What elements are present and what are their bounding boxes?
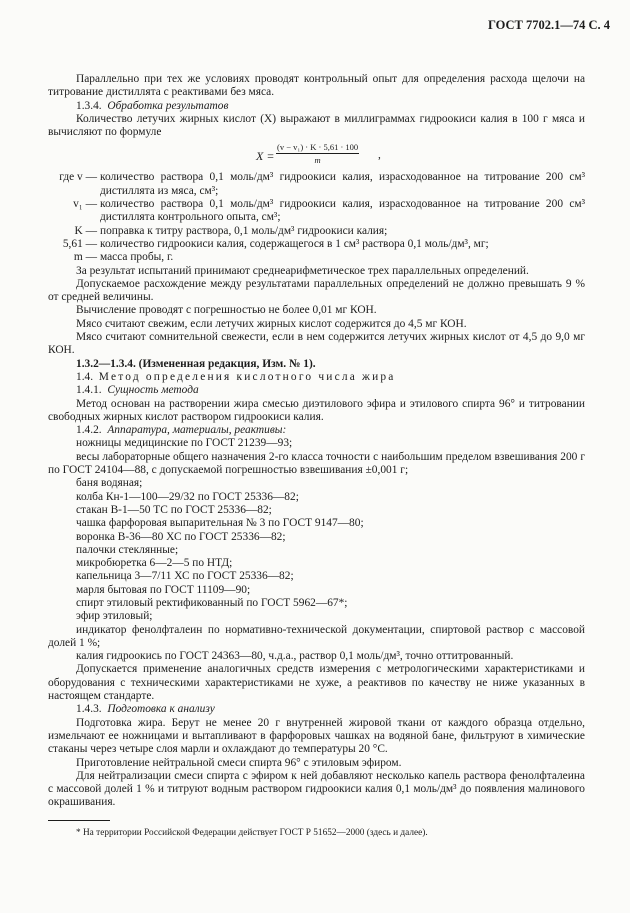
section-title: Метод определения кислотного числа жира bbox=[98, 370, 396, 383]
footnote-divider bbox=[48, 820, 110, 821]
equipment-list bbox=[48, 437, 585, 663]
definition-text: количество гидроокиси калия, содержащегося в 1 см³ раствора 0,1 моль/дм³, мг; bbox=[100, 237, 489, 250]
equipment-item: колба Кн-1—100—29/32 по ГОСТ 25336—82; bbox=[76, 490, 299, 503]
paragraph: Приготовление нейтральной смеси спирта 96° с этиловым эфиром. bbox=[76, 756, 402, 769]
document-body bbox=[48, 73, 585, 840]
section-title: Сущность метода bbox=[107, 384, 199, 397]
definition-text: количество раствора 0,1 моль/дм³ гидроокиси калия, израсходованное на титрование 200 см³ дистиллята контрольного опыта, см³; bbox=[100, 198, 585, 224]
equipment-item: баня водяная; bbox=[76, 477, 143, 490]
definition-item bbox=[48, 238, 585, 251]
formula-numerator: (v − v₁) · K · 5,61 · 100 bbox=[277, 142, 359, 153]
formula bbox=[48, 142, 585, 168]
section-number: 1.4.2. bbox=[76, 424, 102, 437]
equipment-item: стакан В-1—50 ТС по ГОСТ 25336—82; bbox=[76, 503, 272, 516]
definition-label: v₁ — bbox=[73, 198, 97, 211]
formula-fraction bbox=[276, 142, 359, 165]
equipment-item: марля бытовая по ГОСТ 11109—90; bbox=[76, 583, 251, 596]
section-number: 1.4. bbox=[76, 370, 94, 383]
section-heading-1-3-4 bbox=[48, 100, 585, 113]
definition-item bbox=[48, 198, 585, 225]
paragraph: Допускаемое расхождение между результатами параллельных определений не должно превышать 9 % от средней величины. bbox=[48, 277, 585, 304]
equipment-item: индикатор фенолфталеин по нормативно-технической документации, спиртовой раствор с массовой долей 1 %; bbox=[48, 623, 585, 649]
amendment-note: 1.3.2—1.3.4. (Измененная редакция, Изм. № 1). bbox=[76, 357, 316, 370]
footnote: * На территории Российской Федерации действует ГОСТ Р 51652—2000 (здесь и далее). bbox=[76, 827, 428, 838]
definition-item bbox=[48, 251, 585, 264]
equipment-item: микробюретка 6—2—5 по НТД; bbox=[76, 557, 233, 570]
equipment-item: спирт этиловый ректификованный по ГОСТ 5962—67*; bbox=[76, 596, 348, 609]
definitions-list bbox=[48, 171, 585, 264]
formula-denominator: m bbox=[314, 155, 321, 166]
formula-lhs: X = bbox=[256, 149, 275, 164]
definition-label: 5,61 — bbox=[62, 237, 97, 250]
paragraph: Количество летучих жирных кислот (X) выражают в миллиграммах гидроокиси калия в 100 г мяса и вычисляют по формуле bbox=[48, 112, 585, 139]
paragraph: За результат испытаний принимают среднеарифметическое трех параллельных определений. bbox=[76, 264, 529, 277]
section-heading-1-4-2 bbox=[48, 424, 585, 437]
section-heading-1-4-1 bbox=[48, 384, 585, 397]
section-title: Подготовка к анализу bbox=[107, 703, 215, 716]
equipment-item: капельница 3—7/11 ХС по ГОСТ 25336—82; bbox=[76, 570, 294, 583]
definition-label: K — bbox=[74, 224, 97, 237]
paragraph: Мясо считают свежим, если летучих жирных кислот содержится до 4,5 мг КОН. bbox=[76, 317, 467, 330]
section-heading-1-4 bbox=[48, 371, 585, 384]
paragraph: Подготовка жира. Берут не менее 20 г внутренней жировой ткани от каждого образца отдельно, измельчают ее ножницами и вытапливают в фарфоровых чашках на водяной бане, фильтруют в химические стаканы через четыре слоя марли и охлаждают до температуры 20 °С. bbox=[48, 716, 585, 756]
definition-text: количество раствора 0,1 моль/дм³ гидроокиси калия, израсходованное на титрование 200 см³ дистиллята из мяса, см³; bbox=[100, 171, 585, 197]
paragraph: Допускается применение аналогичных средств измерения с метрологическими характеристиками и оборудования с техническими характеристиками не хуже, а реактивов по качеству не ниже указанных в настоящем стандарте. bbox=[48, 663, 585, 703]
paragraph: Мясо считают сомнительной свежести, если в нем содержится летучих жирных кислот от 4,5 до 9,0 мг КОН. bbox=[48, 331, 585, 357]
definition-item bbox=[48, 225, 585, 238]
paragraph: Метод основан на растворении жира смесью диэтилового эфира и этилового спирта 96° и титровании свободных жирных кислот раствором гидроокиси калия. bbox=[48, 397, 585, 423]
section-heading-1-4-3 bbox=[48, 703, 585, 716]
section-title: Обработка результатов bbox=[107, 99, 229, 112]
section-number: 1.4.1. bbox=[76, 384, 102, 397]
equipment-item: палочки стеклянные; bbox=[76, 543, 179, 556]
section-number: 1.3.4. bbox=[76, 99, 102, 112]
definition-text: поправка к титру раствора, 0,1 моль/дм³ гидроокиси калия; bbox=[100, 224, 388, 237]
definition-label: где v — bbox=[59, 171, 97, 184]
equipment-item: чашка фарфоровая выпарительная № 3 по ГОСТ 9147—80; bbox=[76, 517, 364, 530]
equipment-item: калия гидроокись по ГОСТ 24363—80, ч.д.а., раствор 0,1 моль/дм³, точно оттитрованный. bbox=[76, 650, 514, 663]
section-number: 1.4.3. bbox=[76, 703, 102, 716]
paragraph: Вычисление проводят с погрешностью не более 0,01 мг КОН. bbox=[76, 304, 377, 317]
definition-text: масса пробы, г. bbox=[100, 251, 174, 264]
paragraph: Параллельно при тех же условиях проводят контрольный опыт для определения расхода щелочи на титрование дистиллята с реактивами без мяса. bbox=[48, 73, 585, 99]
section-title: Аппаратура, материалы, реактивы: bbox=[107, 424, 287, 437]
formula-comma: , bbox=[378, 149, 381, 162]
definition-label: m — bbox=[73, 251, 97, 264]
paragraph: Для нейтрализации смеси спирта с эфиром к ней добавляют несколько капель раствора фенолфталеина с массовой долей 1 % и титруют водным раствором гидроокиси калия 0,1 моль/дм³ до появления малинового окрашивания. bbox=[48, 769, 585, 809]
definition-item bbox=[48, 171, 585, 198]
equipment-item: эфир этиловый; bbox=[76, 610, 153, 623]
equipment-item: ножницы медицинские по ГОСТ 21239—93; bbox=[76, 437, 293, 450]
page-header: ГОСТ 7702.1—74 С. 4 bbox=[487, 18, 610, 32]
equipment-item: весы лабораторные общего назначения 2-го класса точности с наибольшим пределом взвешивания 200 г по ГОСТ 24104—88, с допускаемой погрешностью взвешивания ±0,001 г; bbox=[48, 450, 585, 477]
equipment-item: воронка В-36—80 ХС по ГОСТ 25336—82; bbox=[76, 530, 286, 543]
